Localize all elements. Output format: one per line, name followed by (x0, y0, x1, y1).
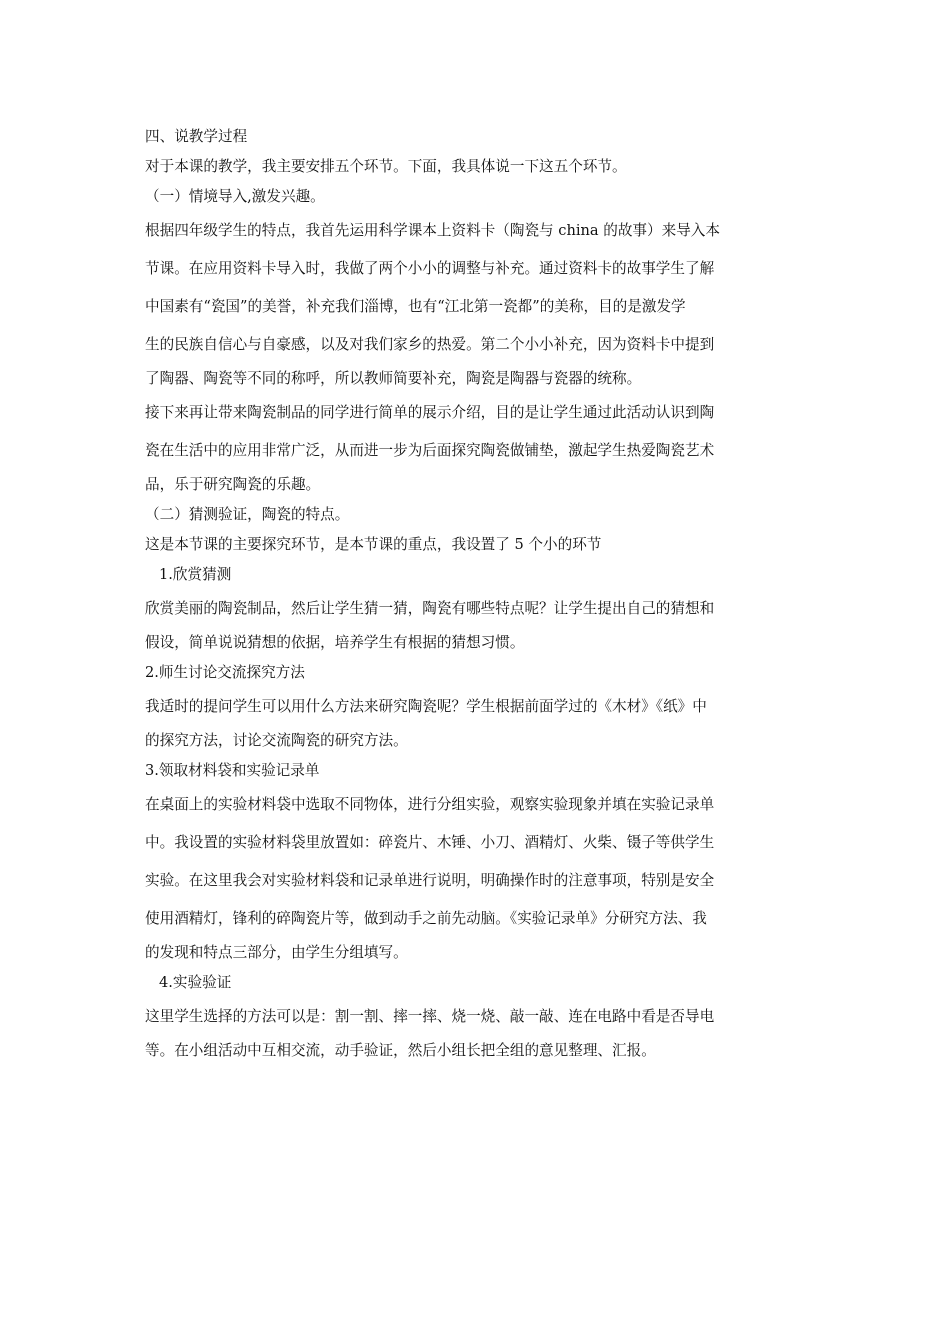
text-line: 3.领取材料袋和实验记录单 (145, 762, 320, 779)
text-line: 的发现和特点三部分，由学生分组填写。 (145, 944, 408, 961)
text-line: 四、说教学过程 (145, 128, 248, 145)
text-line: 欣赏美丽的陶瓷制品，然后让学生猜一猜，陶瓷有哪些特点呢？让学生提出自己的猜想和 (145, 600, 715, 617)
text-line: 2.师生讨论交流探究方法 (145, 664, 305, 681)
text-line: （一）情境导入,激发兴趣。 (145, 188, 325, 205)
text-line: 使用酒精灯，锋利的碎陶瓷片等，做到动手之前先动脑。《实验记录单》分研究方法、我 (145, 910, 707, 927)
text-line: 我适时的提问学生可以用什么方法来研究陶瓷呢？学生根据前面学过的《木材》《纸》中 (145, 698, 707, 715)
text-line: 瓷在生活中的应用非常广泛，从而进一步为后面探究陶瓷做铺垫，激起学生热爱陶瓷艺术 (145, 442, 715, 459)
text-line: 实验。在这里我会对实验材料袋和记录单进行说明，明确操作时的注意事项，特别是安全 (145, 872, 715, 889)
text-line: 假设，简单说说猜想的依据，培养学生有根据的猜想习惯。 (145, 634, 525, 651)
text-line: 生的民族自信心与自豪感，以及对我们家乡的热爱。第二个小小补充，因为资料卡中提到 (145, 336, 715, 353)
text-line: 对于本课的教学，我主要安排五个环节。下面，我具体说一下这五个环节。 (145, 158, 627, 175)
text-line: 4.实验验证 (159, 974, 232, 991)
text-line: 根据四年级学生的特点，我首先运用科学课本上资料卡（陶瓷与 china 的故事）来导入本 (145, 222, 720, 239)
text-line: 1.欣赏猜测 (159, 566, 232, 583)
text-line: 这是本节课的主要探究环节，是本节课的重点，我设置了 5 个小的环节 (145, 536, 602, 553)
text-line: 这里学生选择的方法可以是：割一割、摔一摔、烧一烧、敲一敲、连在电路中看是否导电 (145, 1008, 715, 1025)
text-line: 节课。在应用资料卡导入时，我做了两个小小的调整与补充。通过资料卡的故事学生了解 (145, 260, 715, 277)
text-line: （二）猜测验证，陶瓷的特点。 (145, 506, 350, 523)
text-line: 中。我设置的实验材料袋里放置如：碎瓷片、木锤、小刀、酒精灯、火柴、镊子等供学生 (145, 834, 715, 851)
text-line: 了陶器、陶瓷等不同的称呼，所以教师简要补充，陶瓷是陶器与瓷器的统称。 (145, 370, 642, 387)
text-line: 中国素有“瓷国”的美誉，补充我们淄博，也有“江北第一瓷都”的美称，目的是激发学 (145, 298, 686, 315)
text-line: 接下来再让带来陶瓷制品的同学进行简单的展示介绍，目的是让学生通过此活动认识到陶 (145, 404, 715, 421)
text-line: 品，乐于研究陶瓷的乐趣。 (145, 476, 321, 493)
text-line: 在桌面上的实验材料袋中选取不同物体，进行分组实验，观察实验现象并填在实验记录单 (145, 796, 715, 813)
text-line: 等。在小组活动中互相交流，动手验证，然后小组长把全组的意见整理、汇报。 (145, 1042, 656, 1059)
text-line: 的探究方法，讨论交流陶瓷的研究方法。 (145, 732, 408, 749)
document-body (145, 122, 815, 1066)
